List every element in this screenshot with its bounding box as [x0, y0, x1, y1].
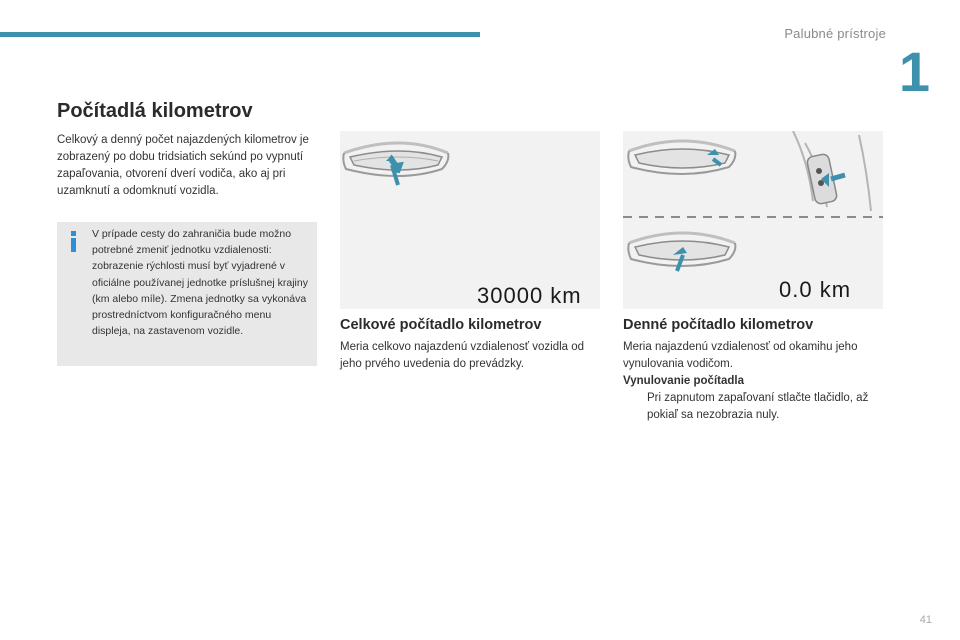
page-title: Počítadlá kilometrov [57, 100, 253, 122]
trip-odometer-figure [623, 131, 883, 309]
trip-odometer-description [623, 339, 885, 424]
reset-label: Vynulovanie počítadla [623, 375, 744, 387]
info-text: V prípade cesty do zahraničia bude možno potrebné zmeniť jednotku vzdialenosti: zobrazenie rýchlosti musí byť vyjadrené v oficiálne používanej jednotke príslušnej krajiny (km alebo míle). Zmena jednotky sa vykonáva prostredníctvom konfiguračného menu displeja, na zastavenom vozidle. [92, 228, 308, 338]
trip-odometer-heading: Denné počítadlo kilometrov [623, 317, 814, 333]
total-odometer-heading: Celkové počítadlo kilometrov [340, 317, 542, 333]
top-accent-bar [0, 32, 480, 37]
total-odometer-text: Meria celkovo najazdenú vzdialenosť vozidla od jeho prvého uvedenia do prevádzky. [340, 341, 585, 370]
section-title: Palubné prístroje [784, 26, 886, 41]
bullet-symbol [623, 390, 647, 424]
total-odometer-readout: 30000 km [477, 283, 582, 308]
chapter-number: 1 [898, 40, 930, 103]
total-odometer-figure [340, 131, 600, 309]
trip-odometer-text: Meria najazdenú vzdialenosť od okamihu jeho vynulovania vodičom. [623, 341, 858, 370]
trip-odometer-readout: 0.0 km [779, 277, 852, 302]
page-number: 41 [919, 614, 932, 626]
reset-text: Pri zapnutom zapaľovaní stlačte tlačidlo, až pokiaľ sa nezobrazia nuly. [647, 392, 869, 421]
info-icon [69, 231, 79, 252]
info-box [57, 222, 317, 366]
reset-instruction [623, 390, 885, 424]
intro-paragraph: Celkový a denný počet najazdených kilometrov je zobrazený po dobu tridsiatich sekúnd po vypnutí zapaľovania, otvorení dverí vodiča, ako aj pri uzamknutí a odomknutí vozidla. [57, 134, 309, 197]
